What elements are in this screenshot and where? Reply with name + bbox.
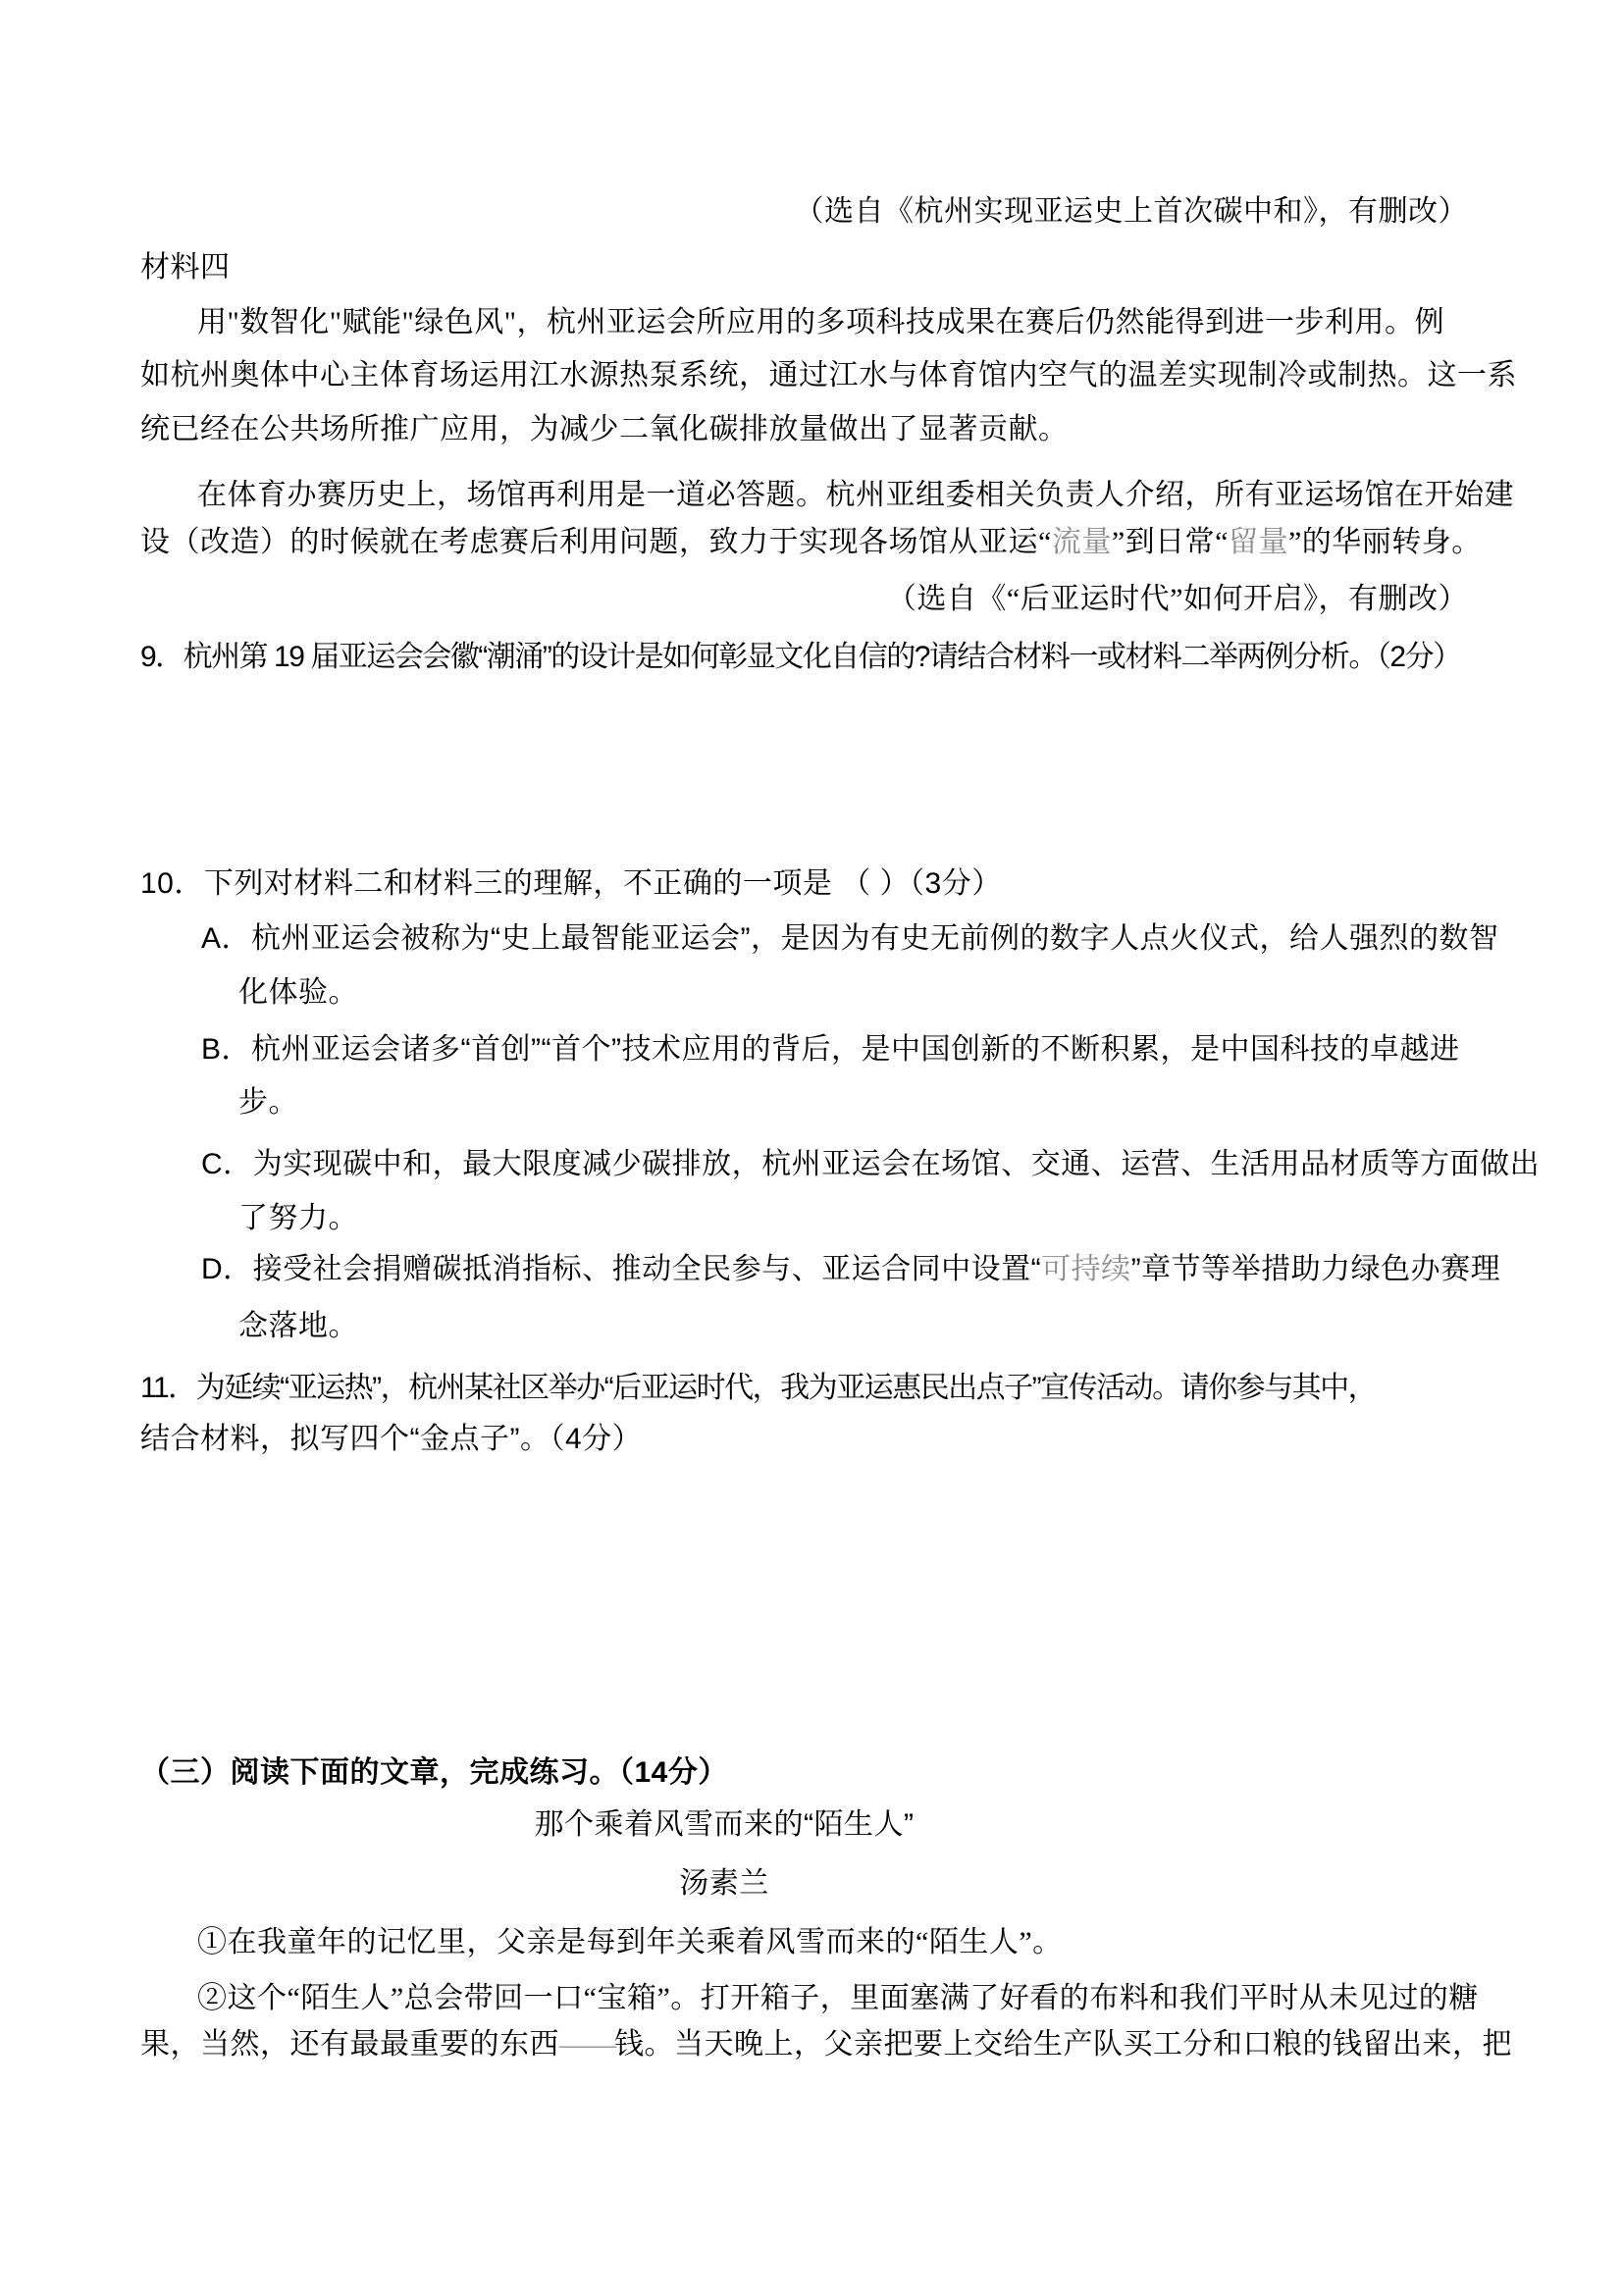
question-10-option-c-line2: 了努力。 [238,1202,358,1234]
material-four-para1-line1: 用"数智化"赋能"绿色风"，杭州亚运会所应用的多项科技成果在赛后仍然能得到进一步利用。例 [197,306,1444,339]
passage-para2-line1: ②这个“陌生人”总会带回一口“宝箱”。打开箱子，里面塞满了好看的布料和我们平时从未见过的糖 [197,1982,1479,2014]
emphasis-sustainable: 可持续 [1041,1253,1131,1285]
passage-title: 那个乘着风雪而来的“陌生人” [534,1808,915,1841]
passage-author: 汤素兰 [679,1867,769,1900]
emphasis-liuliang-stay: 留量 [1228,526,1288,558]
question-10-option-a-line2: 化体验。 [238,976,358,1009]
passage-para2-line2 [140,2025,1512,2064]
question-11-line2: 结合材料，拟写四个“金点子”。（4分） [140,1423,643,1455]
para2-pre-dash: 果，当然，还有最最重要的东西 [140,2028,559,2061]
para2-line2-mid: ”到日常“ [1111,526,1229,558]
question-10-stem: 10．下列对材料二和材料三的理解，不正确的一项是 （ ）（3分） [140,867,1002,900]
question-10-option-b-line1: B．杭州亚运会诸多“首创”“首个”技术应用的背后，是中国创新的不断积累，是中国科技的卓越进 [201,1033,1460,1066]
emphasis-liuliang-flow: 流量 [1051,526,1112,558]
material-four-para1-line3: 统已经在公共场所推广应用，为减少二氧化碳排放量做出了显著贡献。 [140,413,1069,445]
material-four-label: 材料四 [140,251,231,284]
section-3-heading: （三）阅读下面的文章，完成练习。（14分） [140,1756,728,1789]
question-10-option-d-line2: 念落地。 [238,1310,358,1342]
option-d-end: ”章节等举措助力绿色办赛理 [1130,1253,1501,1285]
option-d-text: D．接受社会捐赠碳抵消指标、推动全民参与、亚运合同中设置“ [201,1253,1042,1285]
material-four-para2-line2 [140,523,1482,562]
question-10-option-d-line1 [201,1250,1500,1289]
question-10-option-b-line2: 步。 [238,1086,298,1119]
question-9: 9．杭州第 19 届亚运会会徽“潮涌”的设计是如何彰显文化自信的?请结合材料一或材料二举两例分析。（2分） [140,641,1461,673]
material-four-para1-line2: 如杭州奥体中心主体育场运用江水源热泵系统，通过江水与体育馆内空气的温差实现制冷或制热。这一系 [140,359,1517,391]
em-dash: —— [559,2028,614,2061]
citation-source-2: （选自《“后亚运时代”如何开启》，有删改） [886,583,1468,615]
passage-para1: ①在我童年的记忆里，父亲是每到年关乘着风雪而来的“陌生人”。 [197,1926,1063,1958]
question-11-line1: 11．为延续“亚运热”，杭州某社区举办“后亚运时代，我为亚运惠民出点子”宣传活动。请你参与其中， [140,1372,1377,1404]
material-four-para2-line1: 在体育办赛历史上，场馆再利用是一道必答题。杭州亚组委相关负责人介绍，所有亚运场馆在开始建 [197,479,1514,511]
para2-post-dash: 钱。当天晚上，父亲把要上交给生产队买工分和口粮的钱留出来，把 [614,2028,1512,2061]
para2-line2-text: 设（改造）的时候就在考虑赛后利用问题，致力于实现各场馆从亚运“ [140,526,1052,558]
question-10-option-a-line1: A．杭州亚运会被称为“史上最智能亚运会”，是因为有史无前例的数字人点火仪式，给人强烈的数智 [201,922,1499,955]
para2-line2-end: ”的华丽转身。 [1287,526,1482,558]
question-10-option-c-line1: C．为实现碳中和，最大限度减少碳排放，杭州亚运会在场馆、交通、运营、生活用品材质等方面做出 [201,1148,1541,1180]
citation-source-1: （选自《杭州实现亚运史上首次碳中和》，有删改） [794,195,1468,228]
